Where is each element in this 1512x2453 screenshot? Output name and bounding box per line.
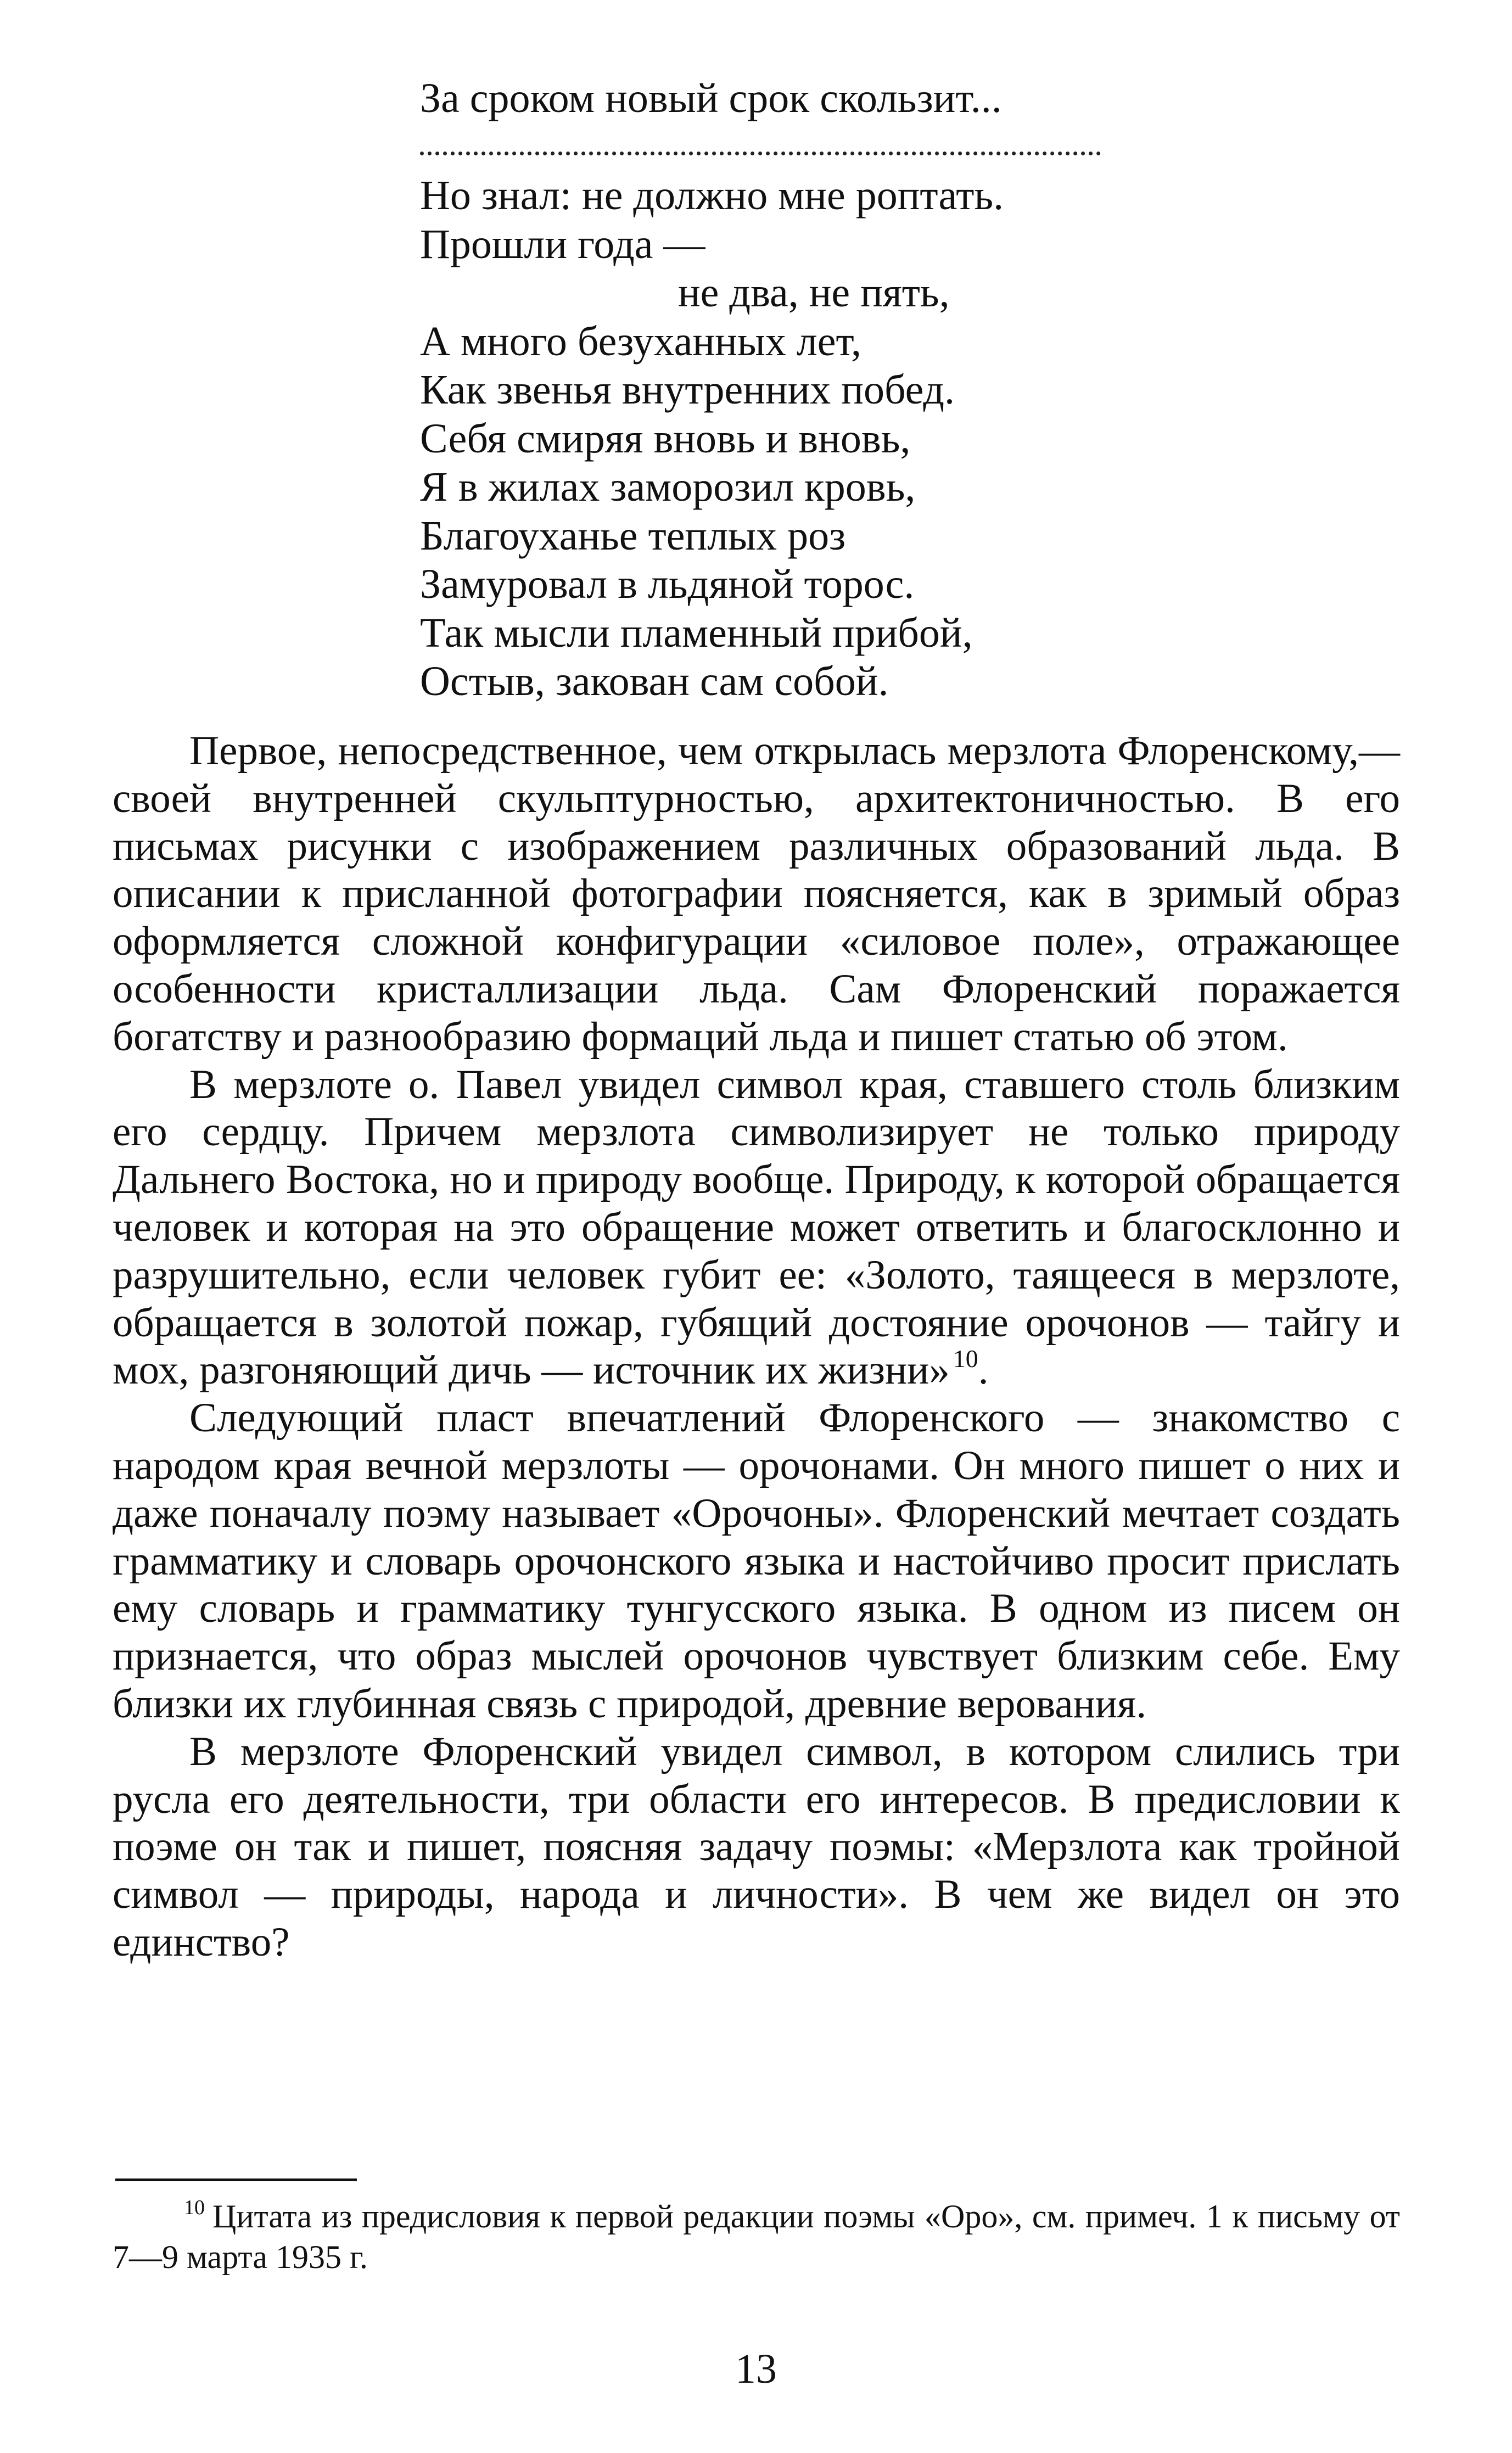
footnote bbox=[113, 2196, 1400, 2277]
footnote-reference[interactable]: 10 bbox=[953, 1345, 978, 1373]
paragraph: Следующий пласт впечатлений Флоренского — знакомство с народом края вечной мерзлоты — орочонами. Он много пишет о них и даже поначалу поэму называет «Орочоны». Флоренский мечтает создать грамматику и словарь орочонского языка и настойчиво просит прислать ему словарь и грамматику тунгусского языка. В одном из писем он признается, что образ мыслей орочонов чувствует близким себе. Ему близки их глубинная связь с природой, древние верования. bbox=[113, 1395, 1400, 1727]
poem-line: Я в жилах заморозил кровь, bbox=[420, 464, 916, 510]
poem-line: не два, не пять, bbox=[678, 270, 950, 316]
footnote-text: Цитата из предисловия к первой редакции поэмы «Оро», см. примеч. 1 к письму от 7—9 марта 1935 г. bbox=[113, 2198, 1400, 2275]
paragraph: В мерзлоте Флоренский увидел символ, в котором слились три русла его деятельности, три области его интересов. В предисловии к поэме он так и пишет, поясняя задачу поэмы: «Мерзлота как тройной символ — природы, народа и личности». В чем же видел он это единство? bbox=[113, 1728, 1400, 1965]
poem-line: Благоуханье теплых роз bbox=[420, 512, 846, 559]
poem-line: За сроком новый срок скользит... bbox=[420, 75, 1002, 121]
poem-line: Прошли года — bbox=[420, 221, 705, 267]
footnote-number: 10 bbox=[184, 2196, 205, 2219]
poem-omission-dots bbox=[420, 123, 1134, 172]
paragraph-text: В мерзлоте о. Павел увидел символ края, ставшего столь близким его сердцу. Причем мерзлота символизирует не только природу Дальнего Востока, но и природу вообще. Природу, к которой обращается человек и которая на это обращение может ответить и благосклонно и разрушительно, если человек губит ее: «Золото, таящееся в мерзлоте, обращается в золотой пожар, губящий достояние орочонов — тайгу и мох, разгоняющий дичь — источник их жизни» bbox=[113, 1061, 1400, 1393]
page-number: 13 bbox=[735, 2346, 777, 2392]
poem-excerpt bbox=[420, 74, 1134, 706]
poem-line: А много безуханных лет, bbox=[420, 318, 861, 365]
paragraph: В мерзлоте о. Павел увидел символ края, ставшего столь близким его сердцу. Причем мерзлота символизирует не только природу Дальнего Востока, но и природу вообще. Природу, к которой обращается человек и которая на это обращение может ответить и благосклонно и разрушительно, если человек губит ее: «Золото, таящееся в мерзлоте, обращается в золотой пожар, губящий достояние орочонов — тайгу и мох, разгоняющий дичь — источник их жизни» $^{10}$. bbox=[113, 1061, 1400, 1393]
paragraph: Первое, непосредственное, чем открылась мерзлота Флоренскому,— своей внутренней скульптурностью, архитектоничностью. В его письмах рисунки с изображением различных образований льда. В описании к присланной фотографии поясняется, как в зримый образ оформляется сложной конфигурации «силовое поле», отражающее особенности кристаллизации льда. Сам Флоренский поражается богатству и разнообразию формаций льда и пишет статью об этом. bbox=[113, 728, 1400, 1060]
footnote-divider bbox=[115, 2178, 357, 2181]
poem-line: Себя смиряя вновь и вновь, bbox=[420, 415, 911, 462]
poem-line: Остыв, закован сам собой. bbox=[420, 658, 889, 704]
poem-line: Так мысли пламенный прибой, bbox=[420, 609, 973, 656]
poem-line: Но знал: не должно мне роптать. bbox=[420, 172, 1004, 219]
body-text bbox=[113, 727, 1400, 1967]
poem-line: Замуровал в льдяной торос. bbox=[420, 561, 915, 607]
poem-line: Как звенья внутренних побед. bbox=[420, 367, 955, 413]
